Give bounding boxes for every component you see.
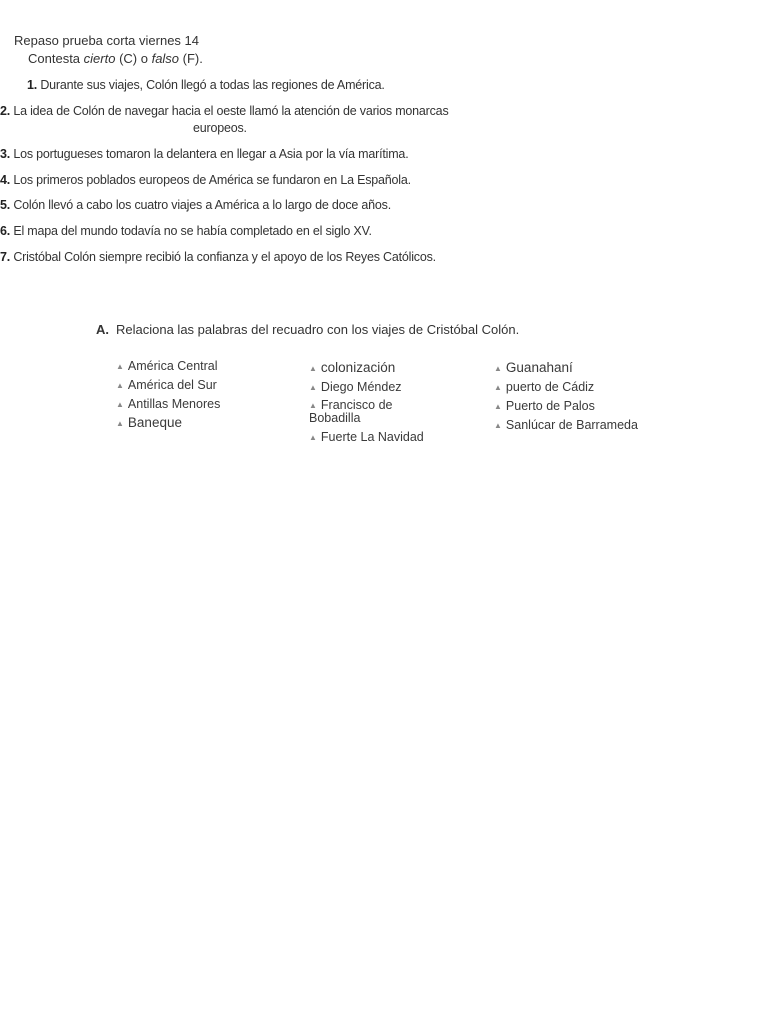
word-bank-item	[309, 399, 429, 425]
question-text: Durante sus viajes, Colón llegó a todas las regiones de América.	[40, 78, 385, 92]
word-bank-item	[116, 376, 286, 395]
word-bank-label: Baneque	[127, 415, 182, 430]
question-1	[27, 78, 385, 92]
word-bank-item	[494, 359, 694, 378]
triangle-bullet-icon: ▲	[494, 421, 502, 430]
word-bank-item	[494, 378, 694, 397]
word-bank-item	[309, 428, 429, 447]
word-bank-item	[309, 359, 429, 378]
triangle-bullet-icon: ▲	[309, 433, 317, 442]
triangle-bullet-icon: ▲	[494, 402, 502, 411]
question-text: Cristóbal Colón siempre recibió la confianza y el apoyo de los Reyes Católicos.	[13, 250, 436, 264]
word-bank-item	[309, 378, 429, 397]
word-bank-label: Sanlúcar de Barrameda	[505, 418, 638, 432]
word-bank-label: Francisco de Bobadilla	[309, 398, 393, 425]
word-bank-label: colonización	[320, 360, 396, 375]
word-bank-item	[116, 395, 286, 414]
page-title: Repaso prueba corta viernes 14	[14, 33, 200, 48]
question-number: 1.	[27, 78, 38, 92]
instructions	[28, 51, 203, 66]
word-bank-column-2	[309, 359, 429, 447]
word-bank-item	[494, 397, 694, 416]
word-bank-label: Fuerte La Navidad	[320, 430, 424, 444]
instruction-suffix: (F).	[179, 51, 203, 66]
section-a-letter: A.	[96, 322, 109, 337]
word-bank-label: Puerto de Palos	[505, 399, 595, 413]
word-bank-item	[494, 416, 694, 435]
question-6	[0, 224, 372, 238]
question-number: 6.	[0, 224, 11, 238]
triangle-bullet-icon: ▲	[116, 400, 124, 409]
triangle-bullet-icon: ▲	[309, 401, 317, 410]
instruction-mid: (C) o	[115, 51, 152, 66]
question-text: Los primeros poblados europeos de América se fundaron en La Española.	[13, 173, 411, 187]
triangle-bullet-icon: ▲	[116, 419, 124, 428]
triangle-bullet-icon: ▲	[494, 364, 502, 373]
word-bank-label: Antillas Menores	[127, 397, 221, 411]
word-bank-column-3	[494, 359, 694, 435]
question-2-continuation: europeos.	[193, 121, 247, 135]
question-number: 7.	[0, 250, 11, 264]
instruction-cierto: cierto	[83, 51, 116, 66]
instruction-falso: falso	[151, 51, 180, 66]
word-bank-item	[116, 357, 286, 376]
question-text: El mapa del mundo todavía no se había completado en el siglo XV.	[13, 224, 372, 238]
question-number: 3.	[0, 147, 11, 161]
question-3	[0, 147, 408, 161]
triangle-bullet-icon: ▲	[116, 362, 124, 371]
question-number: 2.	[0, 104, 11, 118]
triangle-bullet-icon: ▲	[494, 383, 502, 392]
triangle-bullet-icon: ▲	[309, 364, 317, 373]
question-7	[0, 250, 436, 264]
question-4	[0, 173, 411, 187]
word-bank-column-1	[116, 357, 286, 433]
question-number: 5.	[0, 198, 11, 212]
word-bank-label: Diego Méndez	[320, 380, 402, 394]
word-bank-item	[116, 414, 286, 433]
word-bank-label: América Central	[127, 359, 218, 373]
word-bank-label: América del Sur	[127, 378, 217, 392]
question-number: 4.	[0, 173, 11, 187]
triangle-bullet-icon: ▲	[116, 381, 124, 390]
word-bank-label: Guanahaní	[505, 360, 573, 375]
question-5	[0, 198, 391, 212]
instruction-prefix: Contesta	[28, 51, 84, 66]
section-a-instruction: Relaciona las palabras del recuadro con los viajes de Cristóbal Colón.	[116, 322, 520, 337]
question-text: La idea de Colón de navegar hacia el oeste llamó la atención de varios monarcas	[13, 104, 449, 118]
triangle-bullet-icon: ▲	[309, 383, 317, 392]
question-2	[0, 104, 449, 118]
question-text: Colón llevó a cabo los cuatro viajes a América a lo largo de doce años.	[13, 198, 392, 212]
word-bank-label: puerto de Cádiz	[505, 380, 595, 394]
question-text: Los portugueses tomaron la delantera en llegar a Asia por la vía marítima.	[13, 147, 409, 161]
